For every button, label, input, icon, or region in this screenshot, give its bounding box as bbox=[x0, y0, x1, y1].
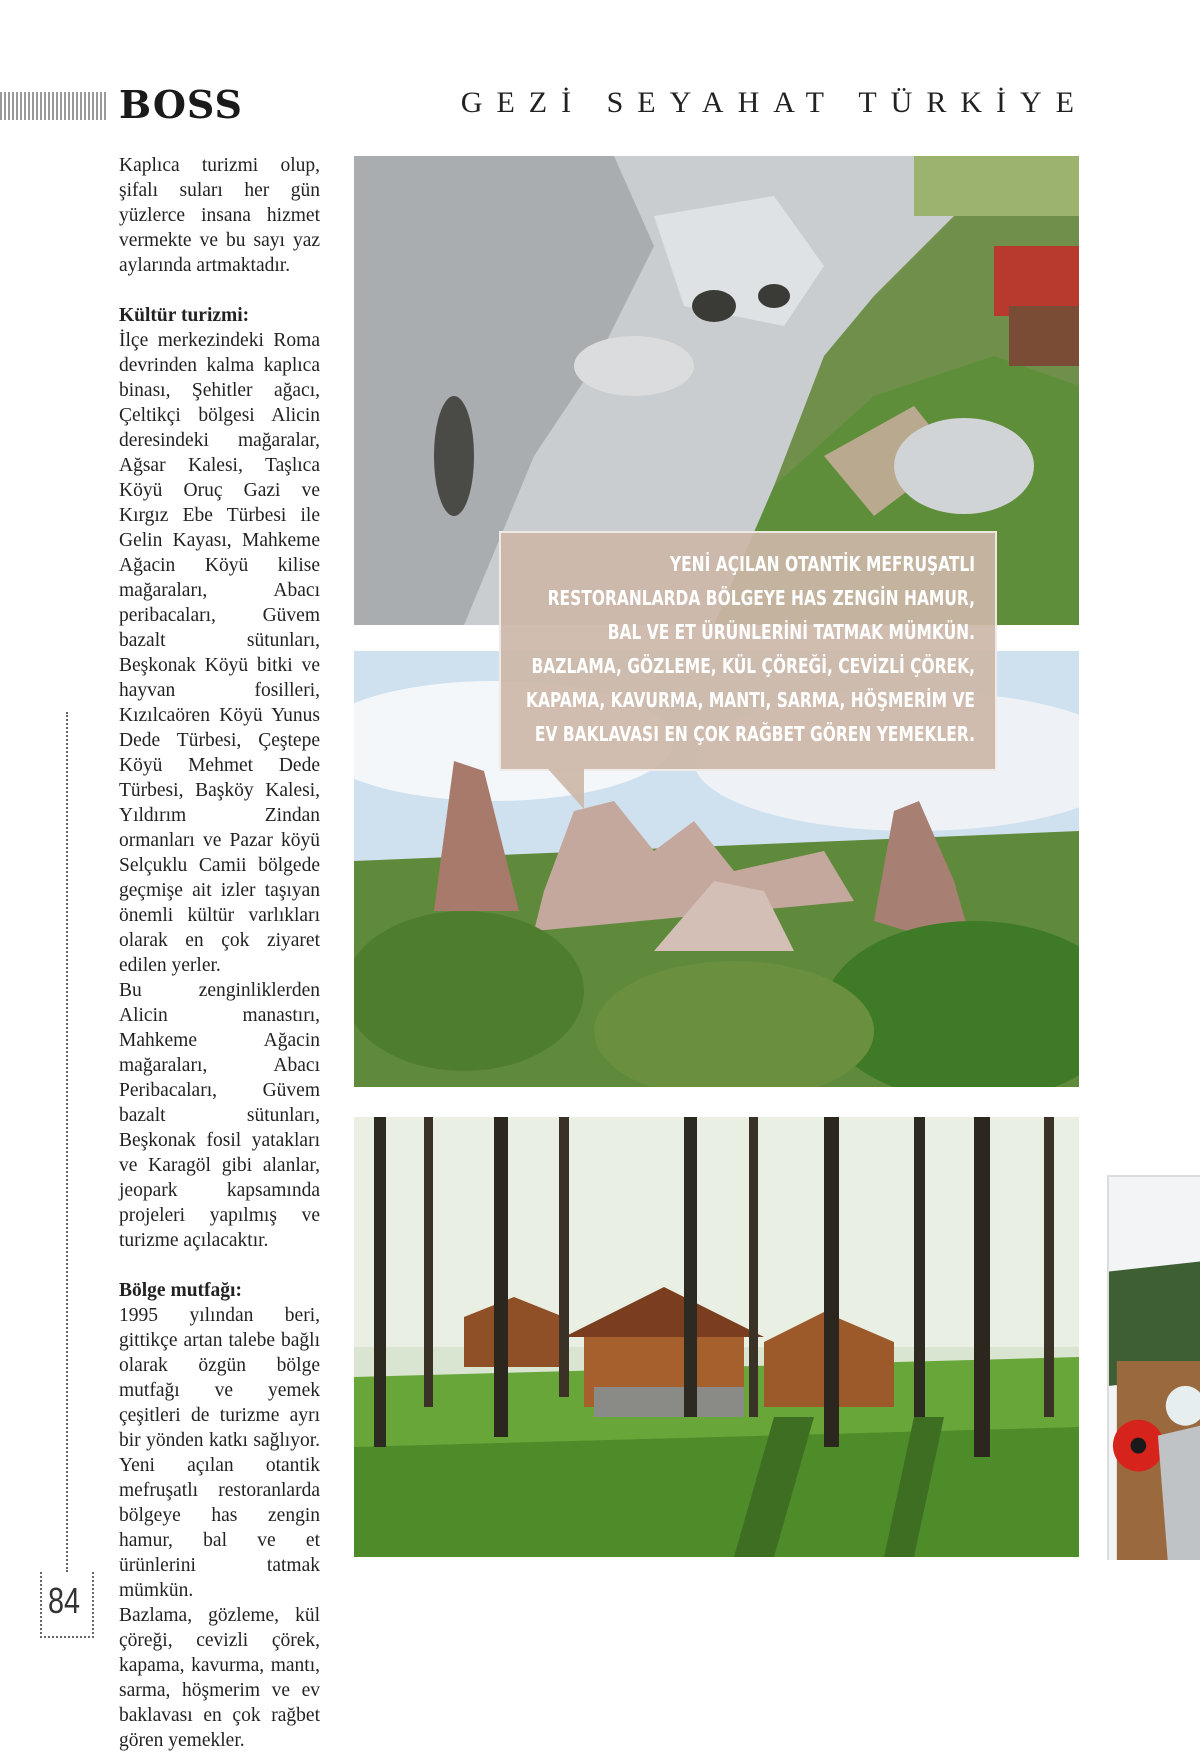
culture-paragraph: İlçe merkezindeki Roma devrinden kalma kaplıca binası, Şehitler ağacı, Çeltikçi bölgesi Alicin deresindeki mağaralar, Ağsar Kalesi, Taşlıca Köyü Oruç Gazi ve Kırgız Ebe Türbesi ile Gelin Kayası, Mahkeme Ağacin Köyü kilise mağaraları, Abacı peribacaları, Güvem bazalt sütunları, Beşkonak Köyü bitki ve hayvan fosilleri, Kızılcaören Köyü Yunus Dede Türbesi, Çeştepe Köyü Mehmet Dede Türbesi, Başköy Kalesi, Yıldırım Zindan ormanları ve Pazar köyü Selçuklu Camii bölgede geçmişe ait izler taşıyan önemli kültür varlıkları olarak en çok ziyaret edilen yerler. bbox=[119, 330, 320, 976]
intro-paragraph: Kaplıca turizmi olup, şifalı suları her gün yüzlerce insana hizmet vermekte ve bu sayı yaz aylarında artmaktadır. bbox=[119, 155, 320, 276]
photo-park-entrance-partial bbox=[1107, 1175, 1200, 1560]
dotted-margin-rule bbox=[66, 712, 68, 1572]
pull-quote-line: KAPAMA, KAVURMA, MANTI, SARMA, HÖŞMERİM VE bbox=[525, 688, 975, 712]
culture-paragraph-2: Bu zenginliklerden Alicin manastırı, Mahkeme Ağacin mağaraları, Abacı Peribacaları, Güvem bazalt sütunları, Beşkonak fosil yatakları ve Karagöl gibi alanlar, jeopark kapsamında projeleri yapılmış ve turizme açılacaktır. bbox=[119, 980, 320, 1251]
culture-heading: Kültür turizmi: bbox=[119, 305, 250, 326]
pull-quote-callout bbox=[499, 531, 997, 771]
photo-forest-cabins bbox=[354, 1117, 1079, 1557]
pull-quote-line: YENİ AÇILAN OTANTİK MEFRUŞATLI bbox=[669, 552, 975, 576]
header-barcode-decoration bbox=[0, 92, 107, 120]
section-title: GEZİ SEYAHAT TÜRKİYE bbox=[460, 86, 1088, 119]
pull-quote-tail bbox=[548, 769, 584, 809]
pull-quote-text bbox=[519, 547, 975, 751]
cuisine-paragraph: 1995 yılından beri, gittikçe artan talebe bağlı olarak özgün bölge mutfağı ve yemek çeşitleri de turizme ayrı bir yönden katkı sağlıyor. Yeni açılan otantik mefruşatlı restoranlarda bölgeye has zengin hamur, bal ve et ürünlerini tatmak mümkün. bbox=[119, 1305, 320, 1601]
article-column bbox=[119, 153, 320, 1753]
magazine-logo: BOSS bbox=[119, 82, 243, 127]
pull-quote-line: EV BAKLAVASI EN ÇOK RAĞBET GÖREN YEMEKLER. bbox=[534, 722, 975, 746]
pull-quote-line: BAL VE ET ÜRÜNLERİNİ TATMAK MÜMKÜN. bbox=[607, 620, 975, 644]
cuisine-paragraph-2: Bazlama, gözleme, kül çöreği, cevizli çörek, kapama, kavurma, mantı, sarma, höşmerim ve ev baklavası en çok rağbet gören yemekler. bbox=[119, 1605, 320, 1751]
cuisine-heading: Bölge mutfağı: bbox=[119, 1280, 242, 1301]
pull-quote-line: RESTORANLARDA BÖLGEYE HAS ZENGİN HAMUR, bbox=[547, 586, 975, 610]
page-number: 84 bbox=[48, 1580, 81, 1621]
pull-quote-line: BAZLAMA, GÖZLEME, KÜL ÇÖREĞİ, CEVİZLİ ÇÖREK, bbox=[531, 654, 975, 678]
